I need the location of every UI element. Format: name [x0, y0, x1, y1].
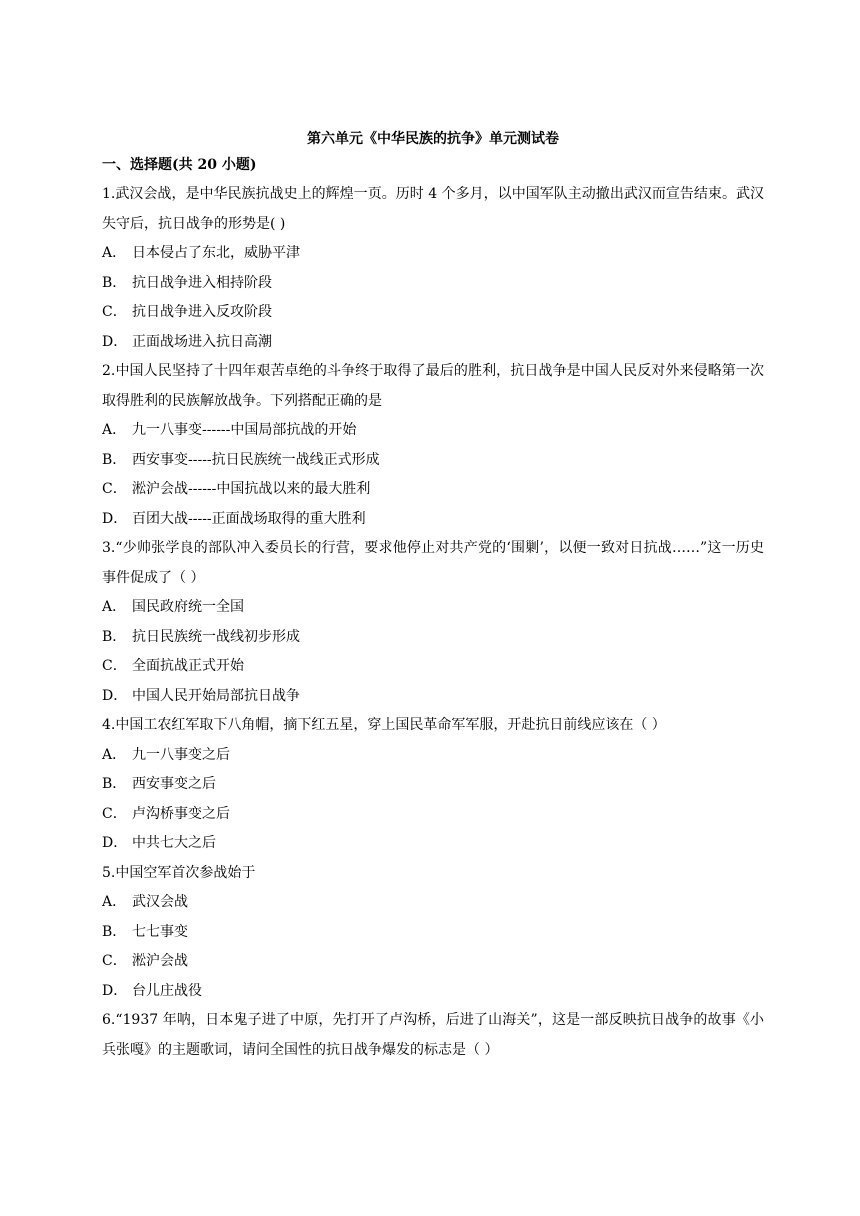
option-letter: C．	[102, 658, 127, 674]
option-text: 正面战场进入抗日高潮	[132, 333, 272, 350]
option-text: 淞沪会战	[132, 953, 188, 969]
option-text: 中共七大之后	[132, 835, 216, 851]
option-letter: B．	[102, 776, 127, 792]
option-text: 西安事变之后	[132, 776, 216, 792]
option-b	[102, 446, 764, 476]
option-letter: B．	[102, 923, 127, 940]
option-letter: B．	[102, 274, 127, 291]
option-text: 中国人民开始局部抗日战争	[132, 687, 300, 704]
question-stem: 1.武汉会战，是中华民族抗战史上的辉煌一页。历时 4 个多月，以中国军队主动撤出武汉而宣告结束。武汉失守后，抗日战争的形势是( )	[102, 186, 764, 232]
option-letter: C．	[102, 953, 127, 969]
option-c	[102, 475, 764, 505]
option-a	[102, 741, 764, 771]
option-d	[102, 682, 764, 712]
option-b	[102, 770, 764, 800]
option-text: 百团大战-----正面战场取得的重大胜利	[132, 510, 366, 527]
option-letter: B．	[102, 628, 127, 645]
option-letter: D．	[102, 687, 128, 704]
option-b	[102, 623, 764, 653]
option-text: 淞沪会战------中国抗战以来的最大胜利	[132, 481, 371, 497]
question-6	[102, 1006, 764, 1065]
option-text: 九一八事变之后	[132, 746, 230, 763]
document-page	[102, 128, 764, 1065]
option-text: 武汉会战	[132, 894, 188, 910]
option-text: 七七事变	[132, 923, 188, 940]
section-heading: 一、选择题(共 20 小题)	[102, 157, 257, 173]
option-letter: D．	[102, 510, 128, 527]
option-letter: B．	[102, 451, 127, 468]
question-stem: 4.中国工农红军取下八角帽，摘下红五星，穿上国民革命军军服，开赴抗日前线应该在（ ）	[102, 717, 666, 733]
document-title: 第六单元《中华民族的抗争》单元测试卷	[307, 131, 559, 147]
option-text: 全面抗战正式开始	[132, 658, 244, 674]
question-1	[102, 180, 764, 357]
question-stem: 2.中国人民坚持了十四年艰苦卓绝的斗争终于取得了最后的胜利，抗日战争是中国人民反对外来侵略第一次取得胜利的民族解放战争。下列搭配正确的是	[102, 363, 764, 409]
question-stem: 3.“少帅张学良的部队冲入委员长的行营，要求他停止对共产党的‘围剿’，以便一致对日抗战……”这一历史事件促成了（ ）	[102, 540, 764, 586]
option-a	[102, 593, 764, 623]
option-text: 国民政府统一全国	[132, 599, 244, 615]
option-letter: C．	[102, 481, 127, 497]
option-text: 九一八事变------中国局部抗战的开始	[132, 422, 357, 438]
option-d	[102, 829, 764, 859]
option-c	[102, 947, 764, 977]
option-letter: D．	[102, 333, 128, 350]
option-b	[102, 918, 764, 948]
option-letter: A．	[102, 894, 127, 910]
option-c	[102, 800, 764, 830]
option-c	[102, 652, 764, 682]
option-text: 台儿庄战役	[132, 982, 202, 999]
option-letter: A．	[102, 245, 127, 261]
option-letter: D．	[102, 982, 128, 999]
option-b	[102, 269, 764, 299]
option-letter: A．	[102, 746, 127, 763]
question-5	[102, 859, 764, 1007]
option-letter: C．	[102, 805, 127, 822]
question-stem: 5.中国空军首次参战始于	[102, 864, 256, 881]
option-letter: A．	[102, 599, 127, 615]
question-4	[102, 711, 764, 859]
option-text: 日本侵占了东北，威胁平津	[132, 245, 300, 261]
option-d	[102, 505, 764, 535]
option-text: 卢沟桥事变之后	[132, 805, 230, 822]
option-text: 抗日战争进入反攻阶段	[132, 304, 272, 320]
question-3	[102, 534, 764, 711]
question-stem: 6.“1937 年呐，日本鬼子进了中原，先打开了卢沟桥，后进了山海关”，这是一部反映抗日战争的故事《小兵张嘎》的主题歌词，请问全国性的抗日战争爆发的标志是（ ）	[102, 1012, 764, 1058]
question-2	[102, 357, 764, 534]
option-text: 抗日民族统一战线初步形成	[132, 628, 300, 645]
option-a	[102, 239, 764, 269]
option-text: 抗日战争进入相持阶段	[132, 274, 272, 291]
option-a	[102, 888, 764, 918]
option-d	[102, 977, 764, 1007]
option-text: 西安事变-----抗日民族统一战线正式形成	[132, 451, 380, 468]
option-letter: A．	[102, 422, 127, 438]
option-letter: C．	[102, 304, 127, 320]
option-d	[102, 328, 764, 358]
option-a	[102, 416, 764, 446]
option-c	[102, 298, 764, 328]
option-letter: D．	[102, 835, 128, 851]
